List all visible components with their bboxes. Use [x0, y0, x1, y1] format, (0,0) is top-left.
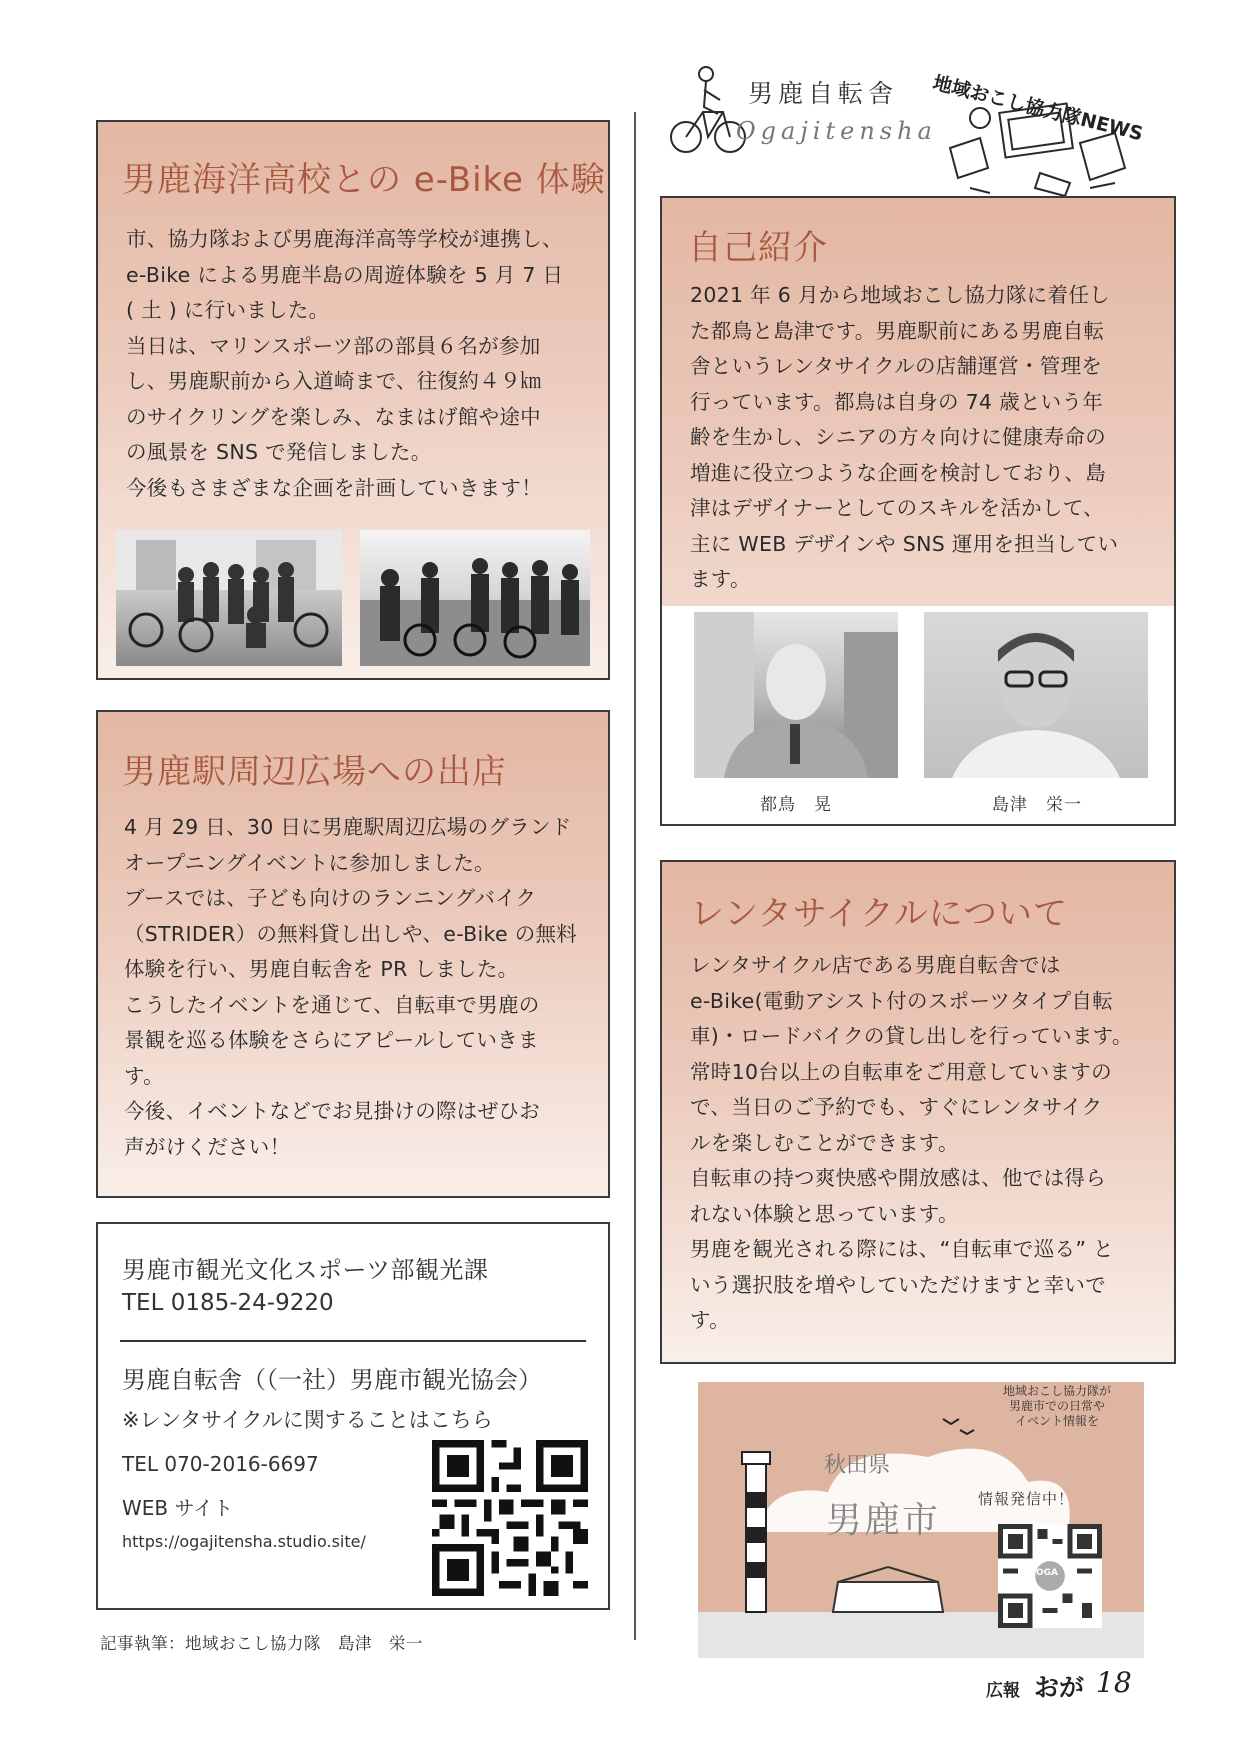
ebike-line: し、男鹿駅前から入道崎まで、往復約４９㎞ — [126, 369, 542, 393]
ebike-photo-group — [116, 530, 342, 666]
intro-line: 行っています。都鳥は自身の 74 歳という年 — [690, 389, 1104, 414]
rental-section — [660, 860, 1176, 1364]
promo-bubble-line: 男鹿市での日常や — [1008, 1399, 1105, 1413]
page-number: 18 — [1096, 1666, 1132, 1699]
rental-title: レンタサイクルについて — [690, 894, 1069, 934]
ebike-line: の風景を SNS で発信しました。 — [126, 440, 432, 464]
ebike-body — [126, 222, 563, 506]
station-line: 声がけください！ — [124, 1134, 291, 1159]
station-line: 4 月 29 日、30 日に男鹿駅周辺広場のグランド — [124, 815, 572, 839]
ebike-line: e-Bike による男鹿半島の周遊体験を 5 月 7 日 — [126, 262, 564, 287]
contact-dept: 男鹿市観光文化スポーツ部観光課 — [122, 1256, 489, 1284]
contact-tel2: TEL 070-2016-6697 — [122, 1452, 319, 1476]
portrait-totori — [694, 612, 898, 778]
station-line: 体験を行い、男鹿自転舎を PR しました。 — [124, 957, 519, 981]
intro-line: 増進に役立つような企画を検討しており、島 — [690, 460, 1106, 485]
station-line: オープニングイベントに参加しました。 — [124, 850, 495, 875]
station-line: 景観を巡る体験をさらにアピールしていきま — [124, 1028, 539, 1052]
intro-section — [660, 196, 1176, 826]
ebike-line: のサイクリングを楽しみ、なまはげ館や途中 — [126, 404, 541, 429]
news-badge-title: 地域おこし協力隊NEWS — [930, 71, 1146, 146]
promo-bubble-line: イベント情報を — [1014, 1414, 1099, 1428]
shop-name-en: Ogajitensha — [736, 117, 937, 145]
portrait-shimazu — [924, 612, 1148, 778]
promo-pref: 秋田県 — [824, 1453, 891, 1478]
credit: 記事執筆：地域おこし協力隊 島津 栄一 — [100, 1634, 423, 1653]
promo-bubble — [984, 1384, 1130, 1429]
rental-line: 自転車の持つ爽快感や開放感は、他では得ら — [690, 1166, 1106, 1190]
rental-line: いう選択肢を増やしていただけますと幸いで — [690, 1272, 1106, 1297]
promo-city: 男鹿市 — [826, 1500, 941, 1541]
ebike-photo-riders — [360, 530, 590, 666]
contact-tel1: TEL 0185-24-9220 — [122, 1290, 334, 1316]
ebike-line: 当日は、マリンスポーツ部の部員６名が参加 — [126, 333, 541, 358]
intro-line: ます。 — [690, 567, 751, 591]
station-line: す。 — [124, 1063, 164, 1088]
intro-line: 齢を生かし、シニアの方々向けに健康寿命の — [690, 425, 1106, 449]
station-line: こうしたイベントを通じて、自転車で男鹿の — [124, 992, 540, 1017]
contact-url[interactable]: https://ogajitensha.studio.site/ — [122, 1532, 366, 1551]
rental-line: e-Bike(電動アシスト付のスポーツタイプ自転 — [690, 988, 1114, 1013]
rental-line: で、当日のご予約でも、すぐにレンタサイク — [690, 1095, 1103, 1119]
station-body — [124, 810, 577, 1165]
intro-line: 津はデザイナーとしてのスキルを活かして、 — [690, 496, 1104, 520]
intro-title: 自己紹介 — [688, 228, 828, 268]
rental-line: ルを楽しむことができます。 — [690, 1130, 959, 1155]
rental-line: 男鹿を観光される際には、“自転車で巡る” と — [690, 1237, 1114, 1261]
caption-totori: 都鳥 晃 — [760, 795, 832, 815]
station-line: 今後、イベントなどでお見掛けの際はぜひお — [124, 1099, 540, 1123]
footer-oga: おが — [1034, 1673, 1085, 1702]
ebike-line: 市、協力隊および男鹿海洋高等学校が連携し、 — [126, 227, 563, 251]
ebike-line: ( 土 ) に行いました。 — [126, 298, 330, 322]
station-title: 男鹿駅周辺広場への出店 — [122, 752, 507, 792]
intro-line: 主に WEB デザインや SNS 運用を担当してい — [690, 531, 1119, 556]
contact-org: 男鹿自転舎（（一社）男鹿市観光協会） — [122, 1366, 542, 1394]
station-line: （STRIDER）の無料貸し出しや、e-Bike の無料 — [124, 921, 578, 946]
header-logo — [668, 62, 937, 157]
rental-line: レンタサイクル店である男鹿自転舎では — [690, 953, 1061, 977]
contact-qr-code[interactable] — [432, 1440, 588, 1596]
news-badge — [925, 38, 1155, 198]
contact-note: ※レンタサイクルに関することはこちら — [122, 1408, 493, 1432]
intro-body — [690, 278, 1118, 598]
intro-line: 舎というレンタサイクルの店舗運営・管理を — [690, 354, 1103, 378]
station-line: ブースでは、子ども向けのランニングバイク — [124, 886, 537, 910]
ebike-line: 今後もさまざまな企画を計画していきます！ — [126, 475, 542, 500]
intro-line: 2021 年 6 月から地域おこし協力隊に着任し — [690, 283, 1110, 307]
rental-body — [690, 948, 1133, 1339]
promo-send: 情報発信中！ — [978, 1490, 1075, 1508]
station-section — [96, 710, 610, 1198]
column-divider — [634, 112, 636, 1640]
desk-illustration-icon — [940, 88, 1140, 198]
promo-qr-label: OGA — [1036, 1568, 1059, 1578]
ebike-title: 男鹿海洋高校との e-Bike 体験 — [122, 160, 606, 200]
contact-section — [96, 1222, 610, 1610]
shop-name-jp: 男鹿自転舎 — [748, 79, 899, 108]
promo-qr-code[interactable] — [998, 1524, 1102, 1628]
promo-card — [698, 1382, 1144, 1658]
rental-line: 常時10台以上の自転車をご用意していますの — [690, 1059, 1112, 1084]
rental-line: 車)・ロードバイクの貸し出しを行っています。 — [690, 1024, 1133, 1048]
caption-shimazu: 島津 栄一 — [992, 795, 1082, 815]
promo-bubble-line: 地域おこし協力隊が — [1002, 1384, 1111, 1398]
contact-web-label: WEB サイト — [122, 1496, 234, 1520]
contact-separator — [120, 1340, 586, 1342]
intro-line: た都鳥と島津です。男鹿駅前にある男鹿自転 — [690, 318, 1105, 343]
rental-line: れない体験と思っています。 — [690, 1201, 959, 1226]
ebike-section — [96, 120, 610, 680]
footer — [986, 1666, 1186, 1706]
footer-koho: 広報 — [986, 1681, 1020, 1701]
rental-line: す。 — [690, 1308, 730, 1332]
